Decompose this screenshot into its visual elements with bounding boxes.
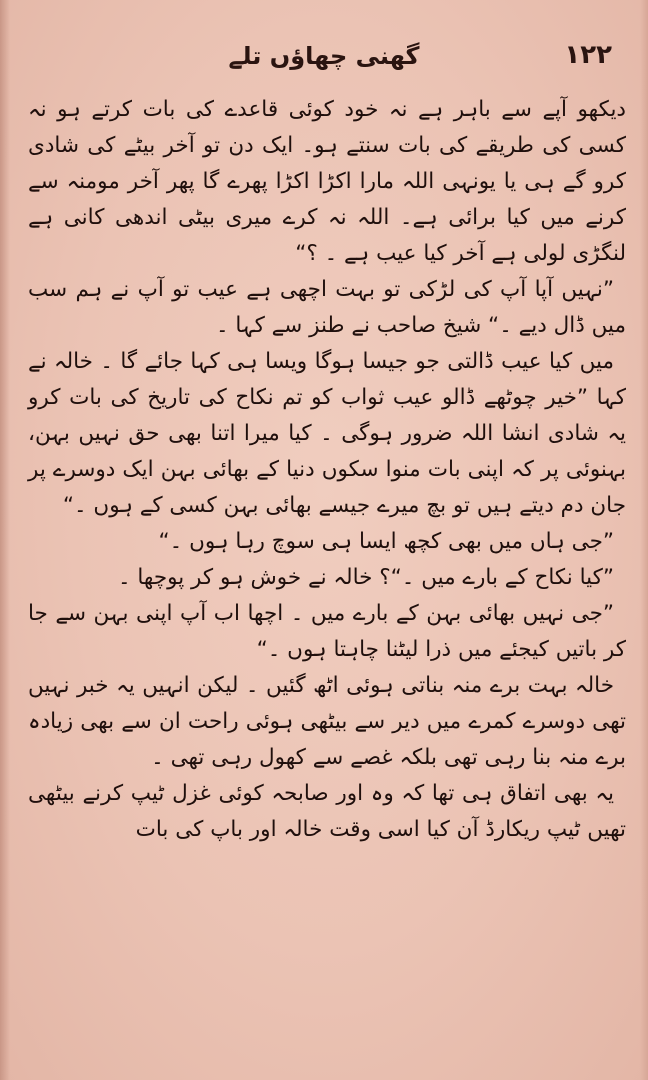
paragraph: ”جی نہیں بھائی بہن کے بارے میں ۔ اچھا اب آپ اپنی بہن سے جا کر باتیں کیجئے میں ذرا لیٹنا چاہتا ہوں ۔“ xyxy=(28,601,626,662)
paragraph: ”جی ہاں میں بھی کچھ ایسا ہی سوچ رہا ہوں ۔“ xyxy=(158,529,614,554)
page-edge-shadow-right xyxy=(640,0,648,1080)
paragraph: ”کیا نکاح کے بارے میں ۔“؟ خالہ نے خوش ہو کر پوچھا ۔ xyxy=(117,565,614,590)
page-header xyxy=(30,40,618,84)
page-number: ۱۲۲ xyxy=(564,40,612,70)
body-text xyxy=(28,92,626,1060)
paragraph: دیکھو آپے سے باہر ہے نہ خود کوئی قاعدے کی بات کرتے ہو نہ کسی کی طریقے کی بات سنتے ہو۔ ایک دن تو آخر بیٹے کی شادی کرو گے ہی یا یونہی اللہ مارا اکڑا اکڑا پھرے گا پھر آخر مومنہ سے کرنے میں کیا برائی ہے۔ اللہ نہ کرے میری بیٹی اندھی کانی ہے لنگڑی لولی ہے آخر کیا عیب ہے ۔ ؟“ xyxy=(28,97,626,266)
page-edge-shadow-left xyxy=(0,0,10,1080)
running-title: گھنی چھاؤں تلے xyxy=(228,42,420,70)
paragraph: ”نہیں آپا آپ کی لڑکی تو بہت اچھی ہے عیب تو آپ نے ہم سب میں ڈال دیے ۔“ شیخ صاحب نے طنز سے کہا ۔ xyxy=(28,277,626,338)
paragraph: یہ بھی اتفاق ہی تھا کہ وہ اور صابحہ کوئی غزل ٹیپ کرنے بیٹھی تھیں ٹیپ ریکارڈ آن کیا اسی وقت خالہ اور باپ کی بات xyxy=(28,781,626,842)
paragraph: خالہ بہت برے منہ بناتی ہوئی اٹھ گئیں ۔ لیکن انہیں یہ خبر نہیں تھی دوسرے کمرے میں دیر سے بیٹھی ہوئی راحت ان سے بھی زیادہ برے منہ بنا رہی تھی بلکہ غصے سے کھول رہی تھی ۔ xyxy=(28,673,626,770)
paragraph: میں کیا عیب ڈالتی جو جیسا ہوگا ویسا ہی کہا جائے گا ۔ خالہ نے کہا ”خیر چوٹھے ڈالو عیب ثواب کو تم نکاح کی تاریخ کی بات کرو یہ شادی انشا اللہ ضرور ہوگی ۔ کیا میرا اتنا بھی حق نہیں بہن، بہنوئی پر کہ اپنی بات منوا سکوں دنیا کے بھائی بہن ایک دوسرے پر جان دم دیتے ہیں تو بچ میرے جیسے بھائی بہن کسی کے ہوں ۔“ xyxy=(28,349,626,518)
